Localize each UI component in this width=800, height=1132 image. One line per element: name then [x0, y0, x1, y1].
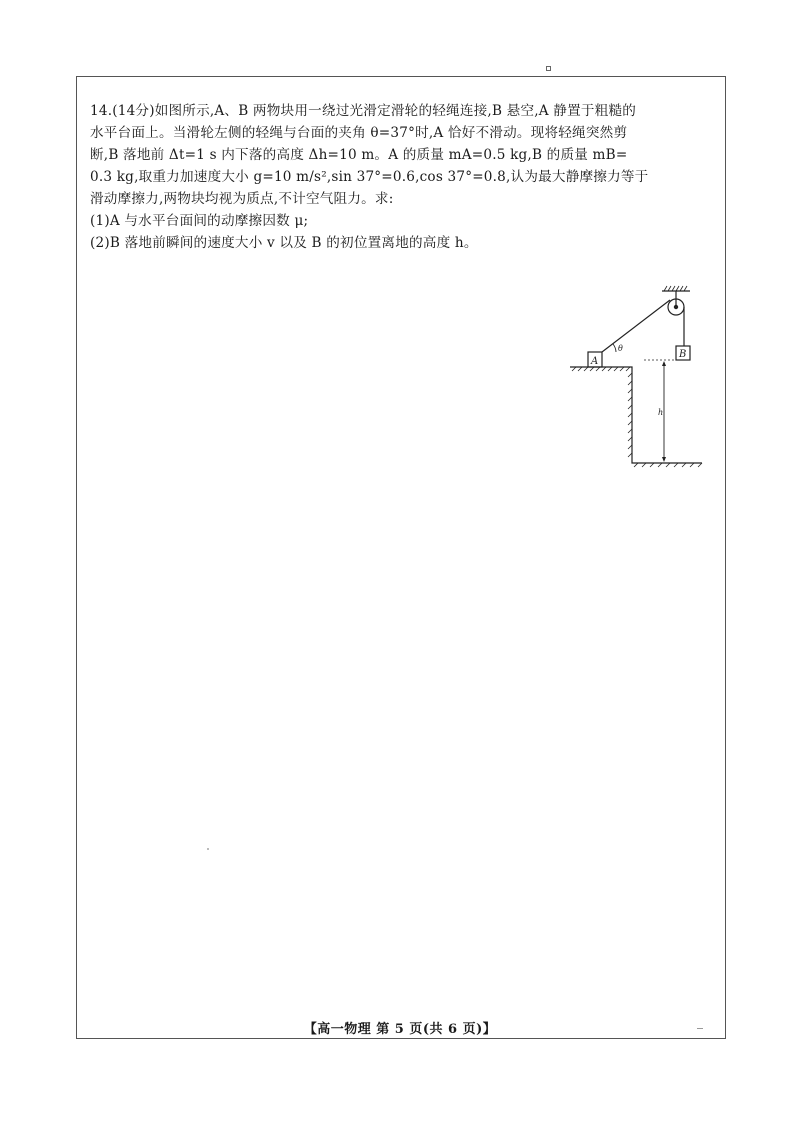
height-label: h [658, 408, 664, 417]
angle-arc [613, 344, 616, 352]
angle-label: θ [618, 344, 623, 353]
sub-question-1: (1)A 与水平台面间的动摩擦因数 μ; [90, 213, 309, 229]
question-14 [90, 100, 710, 254]
table-hatch [572, 367, 702, 467]
ceiling-hatch [664, 286, 687, 291]
question-line-2: 水平台面上。当滑轮左侧的轻绳与台面的夹角 θ=37°时,A 恰好不滑动。现将轻绳突然剪 [90, 125, 628, 141]
page-footer: 【高一物理 第 5 页(共 6 页)】 [303, 1022, 497, 1037]
pulley-axle [674, 305, 677, 308]
height-arrow-top [662, 361, 666, 366]
height-arrow-bottom [662, 457, 666, 462]
sub-question-2: (2)B 落地前瞬间的速度大小 v 以及 B 的初位置离地的高度 h。 [90, 235, 478, 251]
block-a-label: A [591, 356, 599, 367]
question-line-3: 断,B 落地前 Δt=1 s 内下落的高度 Δh=10 m。A 的质量 mA=0.5 kg,B 的质量 mB= [90, 147, 628, 163]
question-line-1: 14.(14分)如图所示,A、B 两物块用一绕过光滑定滑轮的轻绳连接,B 悬空,A 静置于粗糙的 [90, 103, 637, 119]
table-outline [570, 367, 702, 463]
scan-speck [207, 848, 209, 850]
question-line-4: 0.3 kg,取重力加速度大小 g=10 m/s²,sin 37°=0.6,cos 37°=0.8,认为最大静摩擦力等于 [90, 169, 649, 185]
rope-left [602, 300, 670, 352]
question-line-5: 滑动摩擦力,两物块均视为质点,不计空气阻力。求: [90, 191, 394, 207]
block-b-label: B [679, 349, 687, 360]
page-corner-mark [546, 66, 551, 71]
pulley-diagram [566, 285, 716, 470]
